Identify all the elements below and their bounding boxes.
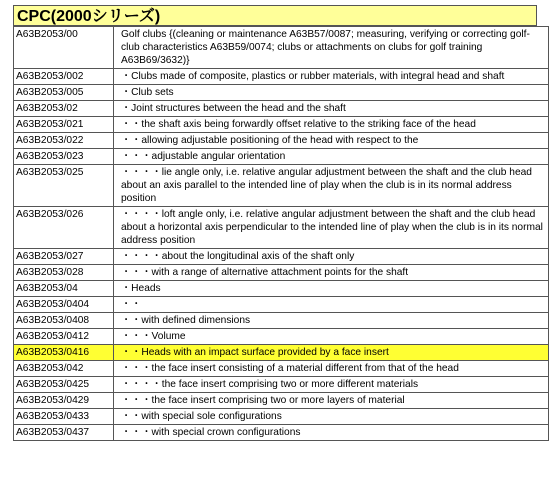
- description-cell: ・Heads: [114, 281, 549, 297]
- description-cell: ・・with defined dimensions: [114, 313, 549, 329]
- description-cell: ・・・adjustable angular orientation: [114, 149, 549, 165]
- code-cell: A63B2053/0412: [14, 329, 114, 345]
- table-row: [14, 265, 549, 281]
- description-cell: ・・Heads with an impact surface provided by a face insert: [114, 345, 549, 361]
- code-cell: A63B2053/04: [14, 281, 114, 297]
- description-cell: ・・・with a range of alternative attachment points for the shaft: [114, 265, 549, 281]
- code-cell: A63B2053/0404: [14, 297, 114, 313]
- table-row: [14, 345, 549, 361]
- description-cell: ・・allowing adjustable positioning of the head with respect to the: [114, 133, 549, 149]
- table-row: [14, 27, 549, 69]
- description-cell: ・・・・lie angle only, i.e. relative angular adjustment between the shaft and the club head about an axis parallel to the intended line of play when the club is in its normal address position: [114, 165, 549, 207]
- table-row: [14, 313, 549, 329]
- table-row: [14, 149, 549, 165]
- sheet-title: CPC(2000シリーズ): [13, 5, 537, 26]
- description-cell: ・・・・about the longitudinal axis of the shaft only: [114, 249, 549, 265]
- description-cell: Golf clubs {(cleaning or maintenance A63B57/0087; measuring, verifying or correcting golf-club characteristics A63B59/0074; clubs or attachments on clubs for golf training A63B69/3632)}: [114, 27, 549, 69]
- table-row: [14, 85, 549, 101]
- table-row: [14, 117, 549, 133]
- description-cell: ・・: [114, 297, 549, 313]
- code-cell: A63B2053/025: [14, 165, 114, 207]
- code-cell: A63B2053/00: [14, 27, 114, 69]
- table-row: [14, 361, 549, 377]
- code-cell: A63B2053/022: [14, 133, 114, 149]
- code-cell: A63B2053/0408: [14, 313, 114, 329]
- table-row: [14, 329, 549, 345]
- code-cell: A63B2053/042: [14, 361, 114, 377]
- cpc-table: [13, 26, 549, 441]
- code-cell: A63B2053/0425: [14, 377, 114, 393]
- code-cell: A63B2053/0429: [14, 393, 114, 409]
- table-row: [14, 409, 549, 425]
- code-cell: A63B2053/023: [14, 149, 114, 165]
- table-row: [14, 425, 549, 441]
- description-cell: ・Joint structures between the head and the shaft: [114, 101, 549, 117]
- table-row: [14, 69, 549, 85]
- code-cell: A63B2053/0437: [14, 425, 114, 441]
- code-cell: A63B2053/027: [14, 249, 114, 265]
- table-row: [14, 377, 549, 393]
- description-cell: ・・・Volume: [114, 329, 549, 345]
- code-cell: A63B2053/005: [14, 85, 114, 101]
- code-cell: A63B2053/028: [14, 265, 114, 281]
- code-cell: A63B2053/026: [14, 207, 114, 249]
- code-cell: A63B2053/021: [14, 117, 114, 133]
- description-cell: ・・・the face insert consisting of a material different from that of the head: [114, 361, 549, 377]
- description-cell: ・Clubs made of composite, plastics or rubber materials, with integral head and shaft: [114, 69, 549, 85]
- description-cell: ・・・the face insert comprising two or more layers of material: [114, 393, 549, 409]
- code-cell: A63B2053/0433: [14, 409, 114, 425]
- table-row: [14, 101, 549, 117]
- description-cell: ・・the shaft axis being forwardly offset relative to the striking face of the head: [114, 117, 549, 133]
- code-cell: A63B2053/02: [14, 101, 114, 117]
- table-row: [14, 207, 549, 249]
- table-row: [14, 165, 549, 207]
- description-cell: ・・with special sole configurations: [114, 409, 549, 425]
- cpc-sheet: [13, 5, 543, 441]
- table-row: [14, 393, 549, 409]
- table-row: [14, 297, 549, 313]
- description-cell: ・・・with special crown configurations: [114, 425, 549, 441]
- description-cell: ・・・・loft angle only, i.e. relative angular adjustment between the shaft and the club head about a horizontal axis perpendicular to the intended line of play when the club is in its normal address position: [114, 207, 549, 249]
- table-row: [14, 281, 549, 297]
- description-cell: ・・・・the face insert comprising two or more different materials: [114, 377, 549, 393]
- code-cell: A63B2053/002: [14, 69, 114, 85]
- description-cell: ・Club sets: [114, 85, 549, 101]
- code-cell: A63B2053/0416: [14, 345, 114, 361]
- table-row: [14, 249, 549, 265]
- table-row: [14, 133, 549, 149]
